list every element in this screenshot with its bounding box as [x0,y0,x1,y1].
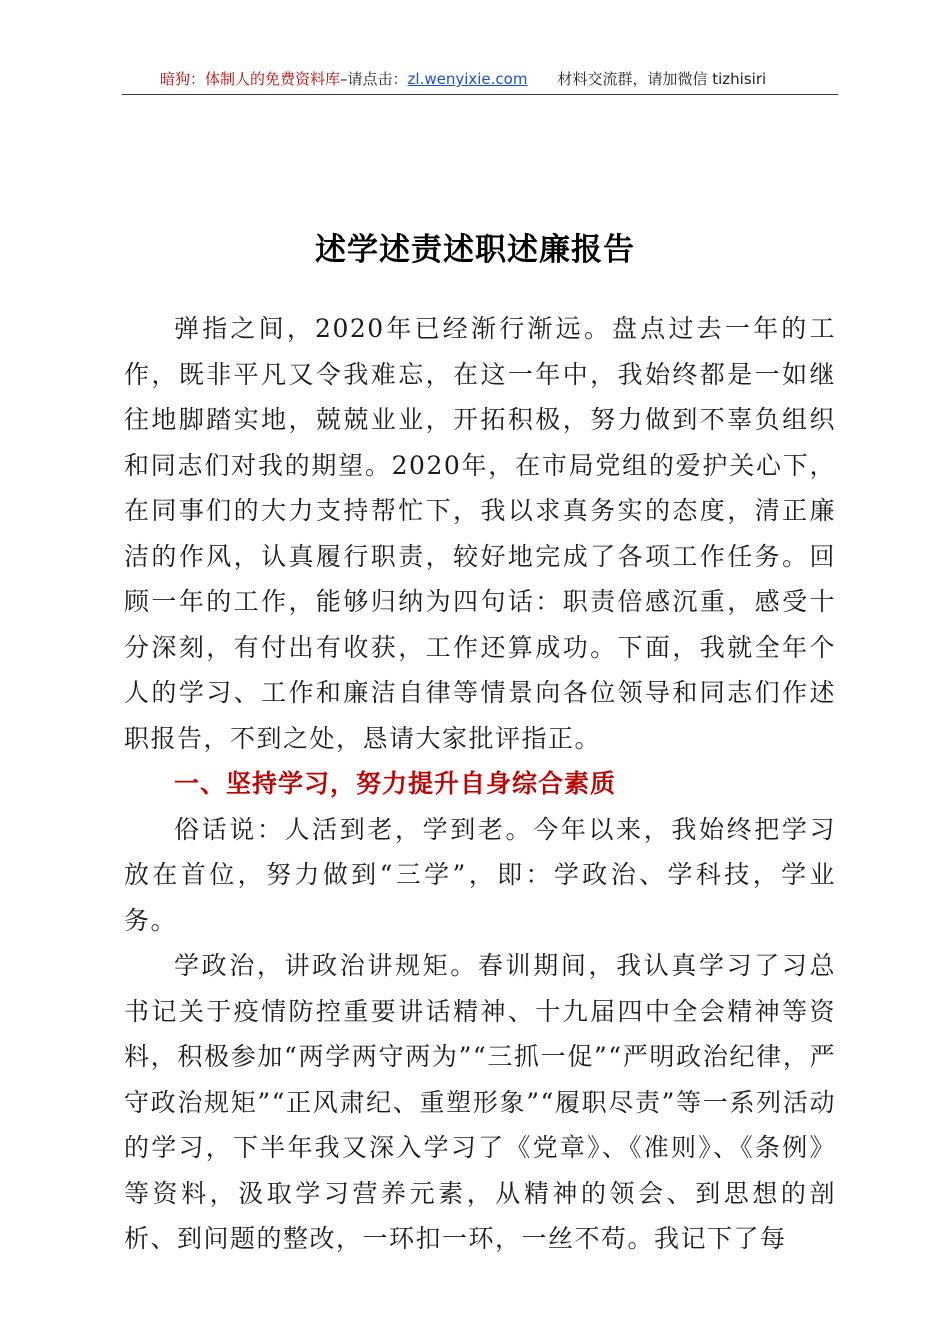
section-paragraph: 学政治，讲政治讲规矩。春训期间，我认真学习了习总书记关于疫情防控重要讲话精神、十九届四中全会精神等资料，积极参加“两学两守两为”“三抓一促”“严明政治纪律，严守政治规矩”“正风肃纪、重塑形象”“履职尽责”等一系列活动的学习，下半年我又深入学习了《党章》、《准则》、《条例》等资料，汲取学习营养元素，从精神的领会、到思想的剖析、到问题的整改，一环扣一环，一丝不苟。我记下了每 [124,951,836,1253]
section-paragraph: 俗话说：人活到老，学到老。今年以来，我始终把学习放在首位，努力做到“三学”，即：学政治、学科技，学业务。 [124,814,836,935]
section-heading: 一、坚持学习，努力提升自身综合素质 [174,769,617,798]
intro-paragraph: 弹指之间，2020年已经渐行渐远。盘点过去一年的工作，既非平凡又令我难忘，在这一年中，我始终都是一如继往地脚踏实地，兢兢业业，开拓积极，努力做到不辜负组织和同志们对我的期望。2020年，在市局党组的爱护关心下，在同事们的大力支持帮忙下，我以求真务实的态度，清正廉洁的作风，认真履行职责，较好地完成了各项工作任务。回顾一年的工作，能够归纳为四句话：职责倍感沉重，感受十分深刻，有付出有收获，工作还算成功。下面，我就全年个人的学习、工作和廉洁自律等情景向各位领导和同志们作述职报告，不到之处，恳请大家批评指正。 [124,314,836,753]
document-title: 述学述责述职述廉报告 [315,232,635,268]
header-contact-text: 材料交流群，请加微信 tizhisiri [557,70,767,88]
header-line [160,68,766,90]
page-header [122,66,838,95]
header-brand-text: 暗狗：体制人的免费资料库 [160,70,341,88]
header-website-link[interactable]: zl.wenyixie.com [407,70,528,88]
header-prompt-text: –请点击： [340,70,408,88]
document-body [124,306,836,1262]
